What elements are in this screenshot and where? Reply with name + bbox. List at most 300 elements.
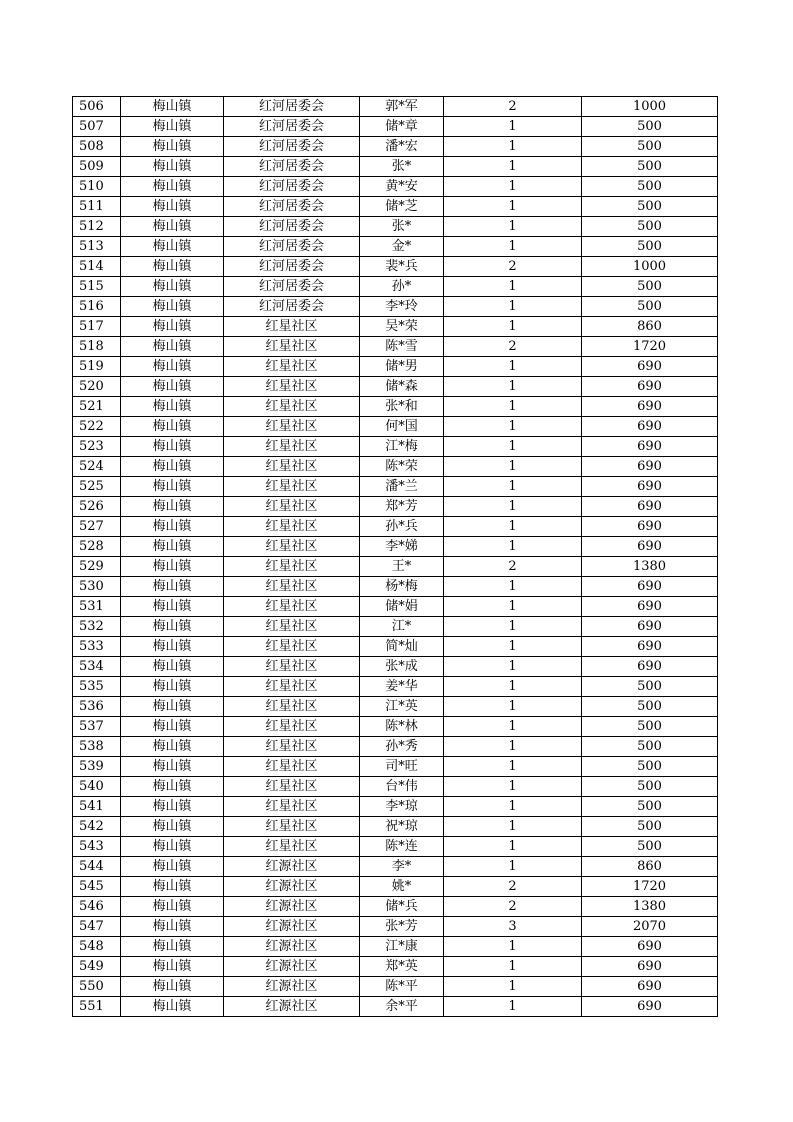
amount-cell: 690 [582,397,718,417]
amount-cell: 500 [582,177,718,197]
row-number-cell: 537 [73,717,121,737]
count-cell: 1 [444,177,582,197]
town-cell: 梅山镇 [121,397,224,417]
name-cell: 李*娣 [360,537,444,557]
name-cell: 陈*平 [360,977,444,997]
row-number-cell: 515 [73,277,121,297]
name-cell: 李*琼 [360,797,444,817]
table-row [73,817,718,837]
row-number-cell: 535 [73,677,121,697]
community-cell: 红星社区 [224,397,360,417]
row-number-cell: 506 [73,97,121,117]
table-body [73,97,718,1017]
amount-cell: 1000 [582,97,718,117]
amount-cell: 500 [582,237,718,257]
table-row [73,597,718,617]
town-cell: 梅山镇 [121,857,224,877]
amount-cell: 500 [582,837,718,857]
count-cell: 1 [444,237,582,257]
community-cell: 红河居委会 [224,217,360,237]
name-cell: 裴*兵 [360,257,444,277]
row-number-cell: 538 [73,737,121,757]
name-cell: 李*玲 [360,297,444,317]
community-cell: 红星社区 [224,537,360,557]
row-number-cell: 550 [73,977,121,997]
count-cell: 1 [444,217,582,237]
table-row [73,277,718,297]
amount-cell: 500 [582,717,718,737]
community-cell: 红源社区 [224,997,360,1017]
town-cell: 梅山镇 [121,977,224,997]
amount-cell: 1000 [582,257,718,277]
name-cell: 储*娟 [360,597,444,617]
count-cell: 2 [444,557,582,577]
amount-cell: 500 [582,217,718,237]
name-cell: 吴*荣 [360,317,444,337]
table-row [73,677,718,697]
row-number-cell: 528 [73,537,121,557]
table-row [73,417,718,437]
count-cell: 1 [444,737,582,757]
table-row [73,857,718,877]
town-cell: 梅山镇 [121,957,224,977]
town-cell: 梅山镇 [121,417,224,437]
community-cell: 红河居委会 [224,117,360,137]
row-number-cell: 524 [73,457,121,477]
town-cell: 梅山镇 [121,637,224,657]
count-cell: 1 [444,677,582,697]
table-row [73,497,718,517]
amount-cell: 690 [582,997,718,1017]
community-cell: 红源社区 [224,897,360,917]
count-cell: 1 [444,157,582,177]
row-number-cell: 533 [73,637,121,657]
table-row [73,457,718,477]
row-number-cell: 549 [73,957,121,977]
town-cell: 梅山镇 [121,937,224,957]
count-cell: 1 [444,817,582,837]
amount-cell: 1380 [582,897,718,917]
community-cell: 红河居委会 [224,177,360,197]
table-row [73,637,718,657]
row-number-cell: 543 [73,837,121,857]
row-number-cell: 526 [73,497,121,517]
community-cell: 红星社区 [224,757,360,777]
count-cell: 3 [444,917,582,937]
community-cell: 红星社区 [224,477,360,497]
count-cell: 1 [444,637,582,657]
name-cell: 姜*华 [360,677,444,697]
count-cell: 1 [444,657,582,677]
row-number-cell: 522 [73,417,121,437]
row-number-cell: 545 [73,877,121,897]
amount-cell: 500 [582,197,718,217]
table-row [73,877,718,897]
count-cell: 1 [444,757,582,777]
town-cell: 梅山镇 [121,97,224,117]
amount-cell: 1380 [582,557,718,577]
row-number-cell: 540 [73,777,121,797]
amount-cell: 500 [582,157,718,177]
community-cell: 红星社区 [224,637,360,657]
town-cell: 梅山镇 [121,677,224,697]
count-cell: 1 [444,937,582,957]
row-number-cell: 507 [73,117,121,137]
community-cell: 红源社区 [224,977,360,997]
table-row [73,537,718,557]
town-cell: 梅山镇 [121,657,224,677]
amount-cell: 690 [582,637,718,657]
town-cell: 梅山镇 [121,177,224,197]
row-number-cell: 513 [73,237,121,257]
name-cell: 储*男 [360,357,444,377]
data-table [72,96,718,1017]
name-cell: 储*森 [360,377,444,397]
count-cell: 1 [444,777,582,797]
row-number-cell: 516 [73,297,121,317]
name-cell: 台*伟 [360,777,444,797]
amount-cell: 690 [582,957,718,977]
count-cell: 1 [444,617,582,637]
community-cell: 红星社区 [224,417,360,437]
table-row [73,937,718,957]
town-cell: 梅山镇 [121,517,224,537]
amount-cell: 500 [582,277,718,297]
row-number-cell: 509 [73,157,121,177]
row-number-cell: 546 [73,897,121,917]
town-cell: 梅山镇 [121,157,224,177]
row-number-cell: 536 [73,697,121,717]
row-number-cell: 539 [73,757,121,777]
amount-cell: 690 [582,617,718,637]
name-cell: 祝*琼 [360,817,444,837]
amount-cell: 2070 [582,917,718,937]
count-cell: 1 [444,497,582,517]
town-cell: 梅山镇 [121,877,224,897]
table-row [73,297,718,317]
name-cell: 张*成 [360,657,444,677]
count-cell: 1 [444,357,582,377]
row-number-cell: 517 [73,317,121,337]
town-cell: 梅山镇 [121,997,224,1017]
name-cell: 储*章 [360,117,444,137]
community-cell: 红星社区 [224,517,360,537]
community-cell: 红星社区 [224,337,360,357]
town-cell: 梅山镇 [121,117,224,137]
community-cell: 红星社区 [224,777,360,797]
name-cell: 江* [360,617,444,637]
town-cell: 梅山镇 [121,897,224,917]
name-cell: 黄*安 [360,177,444,197]
row-number-cell: 511 [73,197,121,217]
community-cell: 红河居委会 [224,197,360,217]
name-cell: 江*梅 [360,437,444,457]
name-cell: 郭*军 [360,97,444,117]
count-cell: 1 [444,577,582,597]
table-row [73,757,718,777]
amount-cell: 690 [582,417,718,437]
community-cell: 红星社区 [224,677,360,697]
table-row [73,257,718,277]
name-cell: 孙*秀 [360,737,444,757]
community-cell: 红源社区 [224,937,360,957]
table-row [73,117,718,137]
count-cell: 1 [444,197,582,217]
community-cell: 红河居委会 [224,257,360,277]
row-number-cell: 534 [73,657,121,677]
town-cell: 梅山镇 [121,557,224,577]
table-row [73,617,718,637]
count-cell: 1 [444,837,582,857]
amount-cell: 500 [582,117,718,137]
amount-cell: 860 [582,317,718,337]
amount-cell: 500 [582,817,718,837]
amount-cell: 1720 [582,337,718,357]
town-cell: 梅山镇 [121,137,224,157]
row-number-cell: 532 [73,617,121,637]
community-cell: 红星社区 [224,497,360,517]
town-cell: 梅山镇 [121,337,224,357]
table-row [73,197,718,217]
town-cell: 梅山镇 [121,797,224,817]
count-cell: 1 [444,797,582,817]
table-row [73,157,718,177]
town-cell: 梅山镇 [121,777,224,797]
count-cell: 1 [444,597,582,617]
name-cell: 孙*兵 [360,517,444,537]
count-cell: 1 [444,117,582,137]
community-cell: 红星社区 [224,797,360,817]
community-cell: 红星社区 [224,837,360,857]
name-cell: 金* [360,237,444,257]
name-cell: 郑*芳 [360,497,444,517]
row-number-cell: 508 [73,137,121,157]
table-row [73,717,718,737]
name-cell: 司*旺 [360,757,444,777]
amount-cell: 860 [582,857,718,877]
name-cell: 李* [360,857,444,877]
row-number-cell: 548 [73,937,121,957]
town-cell: 梅山镇 [121,297,224,317]
row-number-cell: 518 [73,337,121,357]
amount-cell: 500 [582,297,718,317]
amount-cell: 690 [582,577,718,597]
row-number-cell: 547 [73,917,121,937]
amount-cell: 690 [582,937,718,957]
community-cell: 红星社区 [224,717,360,737]
community-cell: 红星社区 [224,737,360,757]
community-cell: 红星社区 [224,697,360,717]
town-cell: 梅山镇 [121,817,224,837]
table-row [73,137,718,157]
amount-cell: 690 [582,977,718,997]
town-cell: 梅山镇 [121,477,224,497]
table-row [73,917,718,937]
amount-cell: 690 [582,517,718,537]
amount-cell: 690 [582,377,718,397]
town-cell: 梅山镇 [121,537,224,557]
count-cell: 2 [444,97,582,117]
town-cell: 梅山镇 [121,217,224,237]
town-cell: 梅山镇 [121,497,224,517]
name-cell: 张* [360,157,444,177]
table-row [73,957,718,977]
community-cell: 红星社区 [224,657,360,677]
row-number-cell: 512 [73,217,121,237]
count-cell: 2 [444,897,582,917]
table-row [73,557,718,577]
name-cell: 陈*荣 [360,457,444,477]
amount-cell: 500 [582,737,718,757]
town-cell: 梅山镇 [121,737,224,757]
count-cell: 1 [444,517,582,537]
row-number-cell: 520 [73,377,121,397]
town-cell: 梅山镇 [121,837,224,857]
name-cell: 姚* [360,877,444,897]
table-row [73,777,718,797]
row-number-cell: 523 [73,437,121,457]
table-row [73,437,718,457]
count-cell: 1 [444,537,582,557]
name-cell: 何*国 [360,417,444,437]
amount-cell: 690 [582,597,718,617]
community-cell: 红星社区 [224,617,360,637]
town-cell: 梅山镇 [121,917,224,937]
count-cell: 1 [444,457,582,477]
town-cell: 梅山镇 [121,457,224,477]
community-cell: 红源社区 [224,957,360,977]
town-cell: 梅山镇 [121,257,224,277]
table-row [73,377,718,397]
name-cell: 郑*英 [360,957,444,977]
community-cell: 红河居委会 [224,277,360,297]
town-cell: 梅山镇 [121,317,224,337]
town-cell: 梅山镇 [121,597,224,617]
row-number-cell: 521 [73,397,121,417]
row-number-cell: 541 [73,797,121,817]
amount-cell: 500 [582,777,718,797]
name-cell: 张* [360,217,444,237]
amount-cell: 500 [582,677,718,697]
table-row [73,97,718,117]
table-row [73,657,718,677]
name-cell: 孙* [360,277,444,297]
community-cell: 红源社区 [224,857,360,877]
community-cell: 红星社区 [224,437,360,457]
table-row [73,177,718,197]
community-cell: 红河居委会 [224,137,360,157]
amount-cell: 690 [582,657,718,677]
amount-cell: 690 [582,437,718,457]
count-cell: 1 [444,417,582,437]
town-cell: 梅山镇 [121,717,224,737]
amount-cell: 690 [582,497,718,517]
table-row [73,897,718,917]
name-cell: 潘*宏 [360,137,444,157]
table-row [73,997,718,1017]
town-cell: 梅山镇 [121,577,224,597]
table-row [73,977,718,997]
town-cell: 梅山镇 [121,277,224,297]
town-cell: 梅山镇 [121,357,224,377]
count-cell: 2 [444,257,582,277]
name-cell: 杨*梅 [360,577,444,597]
name-cell: 江*康 [360,937,444,957]
name-cell: 张*和 [360,397,444,417]
table-row [73,577,718,597]
town-cell: 梅山镇 [121,757,224,777]
count-cell: 1 [444,857,582,877]
community-cell: 红源社区 [224,877,360,897]
name-cell: 王* [360,557,444,577]
name-cell: 储*芝 [360,197,444,217]
name-cell: 江*英 [360,697,444,717]
count-cell: 2 [444,337,582,357]
table-row [73,517,718,537]
amount-cell: 500 [582,757,718,777]
name-cell: 陈*连 [360,837,444,857]
name-cell: 张*芳 [360,917,444,937]
community-cell: 红河居委会 [224,297,360,317]
count-cell: 1 [444,957,582,977]
community-cell: 红河居委会 [224,237,360,257]
count-cell: 2 [444,877,582,897]
town-cell: 梅山镇 [121,617,224,637]
amount-cell: 1720 [582,877,718,897]
name-cell: 储*兵 [360,897,444,917]
amount-cell: 500 [582,697,718,717]
table-row [73,237,718,257]
count-cell: 1 [444,977,582,997]
name-cell: 陈*林 [360,717,444,737]
count-cell: 1 [444,697,582,717]
row-number-cell: 530 [73,577,121,597]
town-cell: 梅山镇 [121,377,224,397]
row-number-cell: 542 [73,817,121,837]
town-cell: 梅山镇 [121,197,224,217]
count-cell: 1 [444,377,582,397]
count-cell: 1 [444,297,582,317]
row-number-cell: 531 [73,597,121,617]
table-row [73,837,718,857]
name-cell: 潘*兰 [360,477,444,497]
count-cell: 1 [444,137,582,157]
row-number-cell: 510 [73,177,121,197]
count-cell: 1 [444,277,582,297]
amount-cell: 500 [582,797,718,817]
name-cell: 简*灿 [360,637,444,657]
community-cell: 红星社区 [224,817,360,837]
table-row [73,797,718,817]
table-row [73,397,718,417]
table-row [73,697,718,717]
row-number-cell: 514 [73,257,121,277]
table-row [73,357,718,377]
amount-cell: 690 [582,477,718,497]
town-cell: 梅山镇 [121,237,224,257]
community-cell: 红星社区 [224,357,360,377]
count-cell: 1 [444,437,582,457]
amount-cell: 690 [582,537,718,557]
community-cell: 红星社区 [224,457,360,477]
table-row [73,477,718,497]
table-row [73,217,718,237]
community-cell: 红河居委会 [224,157,360,177]
name-cell: 余*平 [360,997,444,1017]
count-cell: 1 [444,717,582,737]
community-cell: 红星社区 [224,597,360,617]
amount-cell: 500 [582,137,718,157]
